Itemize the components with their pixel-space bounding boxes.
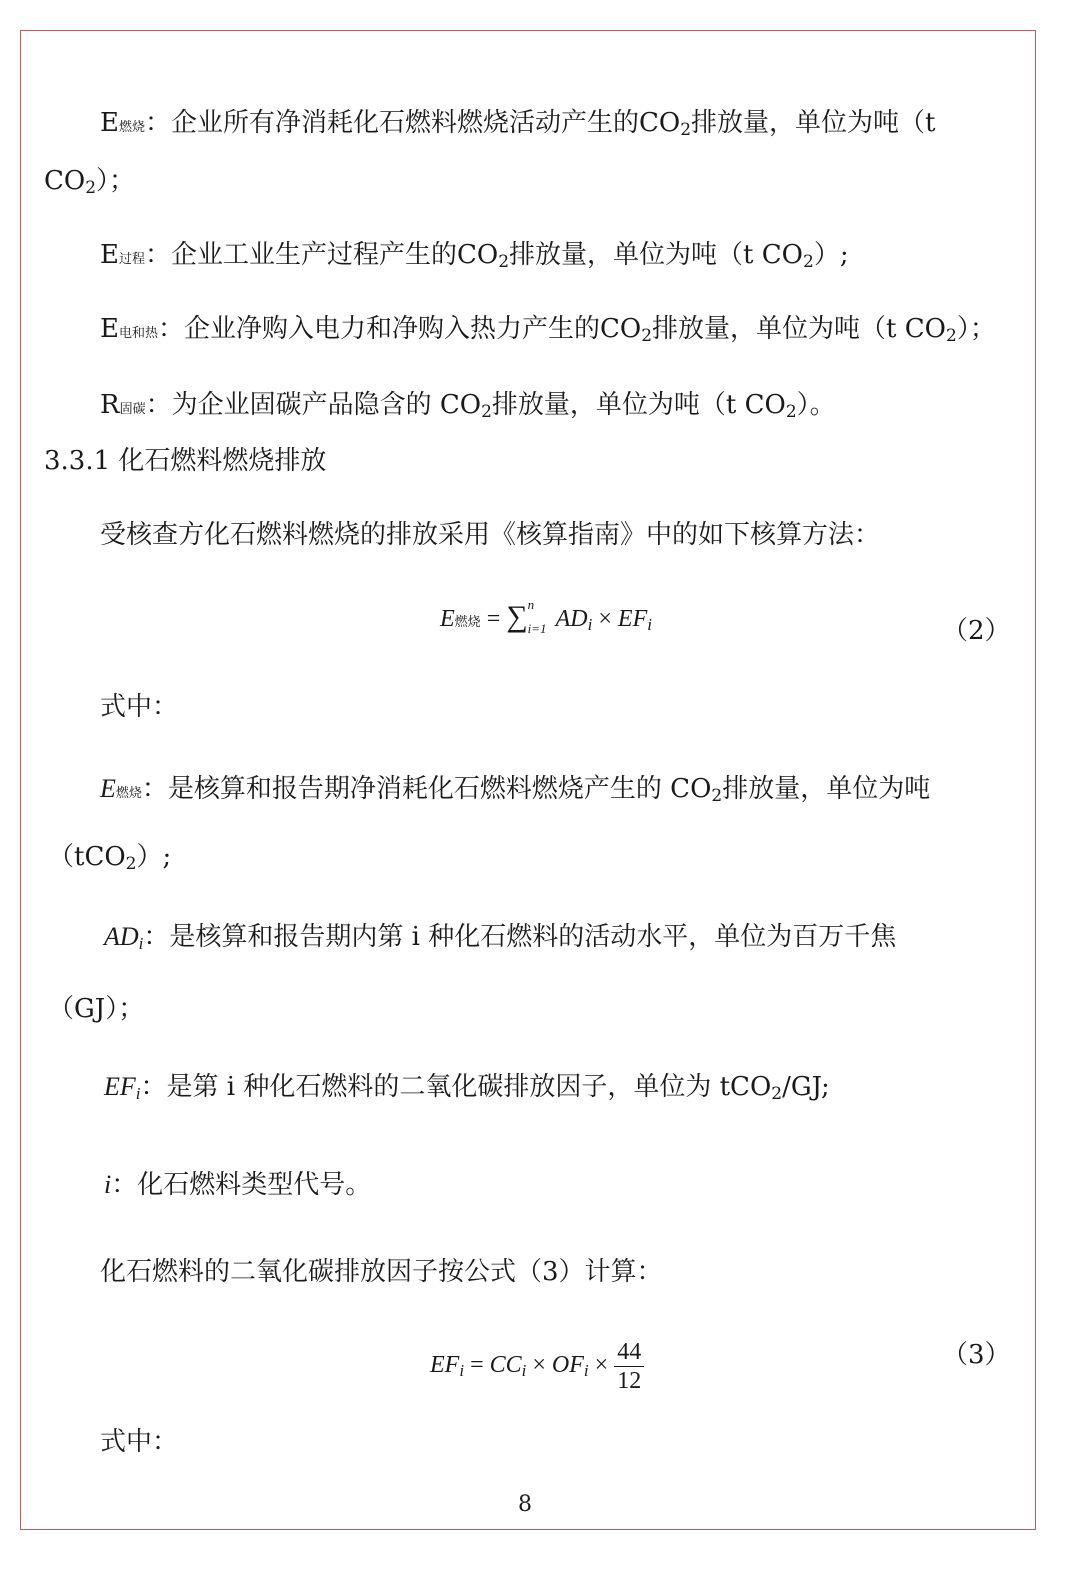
equation-2: E燃烧 = ∑ n i=1 $AD_i \times EF_i$ [440,597,652,636]
sum-symbol: ∑ [506,600,528,633]
where-label-2: 式中： [100,1427,179,1457]
variable-ad: $AD_i$：是核算和报告期内第 i 种化石燃料的活动水平，单位为百万千焦 [104,922,897,953]
variable-e-combustion-cont: （tCO$_2$）; [48,842,172,874]
section-intro: 受核查方化石燃料燃烧的排放采用《核算指南》中的如下核算方法： [100,520,881,550]
where-label-1: 式中： [100,692,179,722]
variable-e-combustion: E燃烧：是核算和报告期净消耗化石燃料燃烧产生的 $CO_2$排放量，单位为吨 [100,774,931,806]
definition-e-combustion-cont: $CO_2$）； [44,166,136,198]
definition-e-electricity-heat: E电和热：企业净购入电力和净购入热力产生的$CO_2$排放量，单位为吨（t $CO_2$）； [100,314,996,346]
factor-intro: 化石燃料的二氧化碳排放因子按公式（3）计算： [100,1257,663,1287]
definition-e-combustion: E燃烧：企业所有净消耗化石燃料燃烧活动产生的$CO_2$排放量，单位为吨（t [100,108,936,140]
variable-i: i：化石燃料类型代号。 [104,1170,372,1200]
variable-ef: $EF_i$：是第 i 种化石燃料的二氧化碳排放因子，单位为 tCO$_2$/GJ; [104,1072,830,1104]
variable-ad-cont: （GJ）； [48,994,145,1024]
equation-3: $EF_i = CC_i \times OF_i$ × $\frac{44}{12}$ [430,1338,644,1395]
definition-r-carbon-fixed: R固碳：为企业固碳产品隐含的 $CO_2$排放量，单位为吨（t $CO_2$）。 [100,390,836,422]
equation-3-number: （3） [942,1340,1011,1370]
definition-e-process: E过程：企业工业生产过程产生的$CO_2$排放量，单位为吨（t $CO_2$）; [100,240,849,272]
page-number: 8 [518,1492,532,1517]
equation-2-number: （2） [942,616,1011,646]
fraction-44-12: $\frac{44}{12}$ [614,1338,644,1395]
sum-limits: n i=1 [527,597,547,636]
section-heading: 3.3.1 化石燃料燃烧排放 [44,446,327,476]
